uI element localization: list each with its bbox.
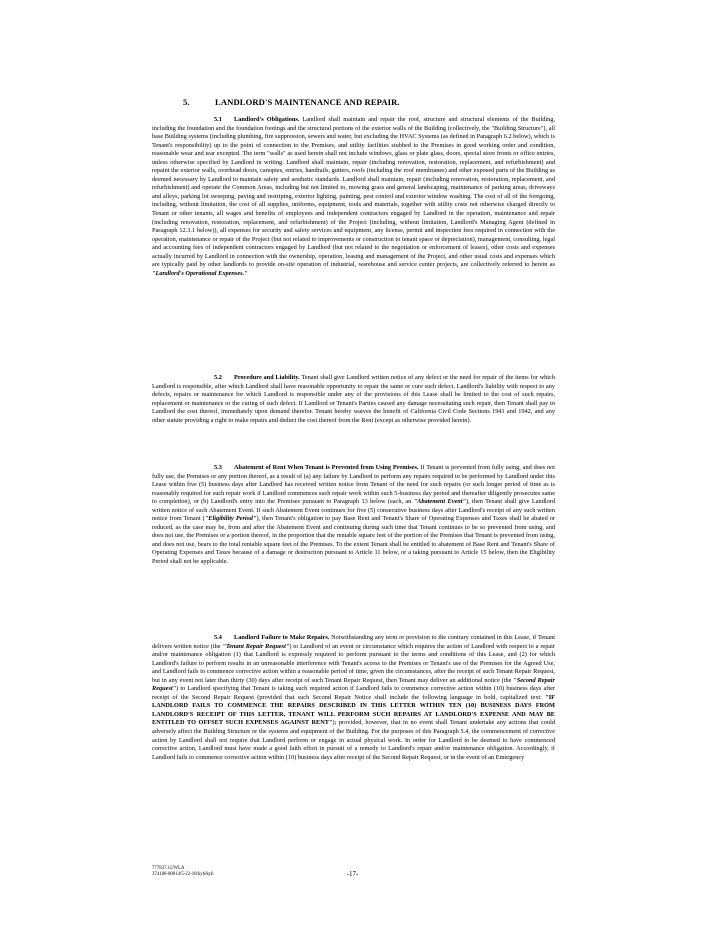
paragraph-body: ) to Landlord specifying that Tenant is taking such required action if Landlord fails to commence corrective action within (10) business days after receipt of the Second Repair Request (provided that such Second Repair Notice shall include the following language in bold, capitalized text: bbox=[152, 685, 555, 701]
defined-term: "Abatement Event" bbox=[413, 498, 467, 506]
paragraph-title: Procedure and Liability. bbox=[234, 374, 300, 381]
paragraph-body: ) to Landlord of an event or circumstance which requires the action of Landlord with respect to a repair and/or maintenance obligation (1) that Landlord is expressly required to perform pursuant to the terms and conditions of this Lease, and (2) for which Landlord's failure to perform results in an unreasonable interference with Tenant's access to the Premises or Tenant's use of the Premises for the Agreed Use, and Landlord fails to commence corrective action within a reasonable period of time, given the circumstances, after the receipt of such Tenant Repair Request, but in any event not later than thirty (30) days after receipt of such Tenant Repair Request, then Tenant may deliver an additional notice (the bbox=[152, 642, 555, 684]
paragraph-title: Landlord Failure to Make Repairs. bbox=[234, 634, 330, 641]
paragraph-5-1 bbox=[152, 116, 555, 278]
section-heading bbox=[183, 97, 400, 107]
defined-term: "Tenant Repair Request" bbox=[222, 642, 290, 650]
footer-doc-id-line-1: 777837.11/WLA bbox=[152, 866, 185, 871]
defined-term: "Landlord's Operational Expenses." bbox=[152, 269, 248, 277]
paragraph-body: ), then Tenant's obligation to pay Base Rent and Tenant's Share of Operating Expenses and Taxes shall be abated or reduced, as the case may be, from and after the Abatement Event and continuing during such time that Tenant continues to be so prevented from using, and does not use, the Premises or a portion thereof, in the proportion that the rentable square feet of the portion of the Premises that Tenant is prevented from using, and does not use, bears to the total rentable square feet of the Premises. To the extent Tenant shall be entitled to abatement of Base Rent and Tenant's Share of Operating Expenses and Taxes because of a damage or destruction pursuant to Article 11 below, or a taking pursuant to Article 15 below, then the Eligibility Period shall not be applicable. bbox=[152, 515, 555, 566]
paragraph-body: If Tenant is prevented from fully using, and does not fully use, the Premises or any portion thereof, as a result of (a) any failure by Landlord to perform any repairs required to be performed by Landlord under this Lease within five (5) business days after Landlord has received written notice from Tenant of the need for such repairs (or such longer period of time as is reasonably required for such repair work if Landlord commences such repair work within such 5-business day period and thereafter diligently prosecutes same to completion), or (b) Landlord's entry into the Premises pursuant to Paragraph 13 below (each, an bbox=[152, 464, 555, 506]
paragraph-body: Tenant shall give Landlord written notice of any defect or the need for repair of the items for which Landlord is responsible, after which Landlord shall have reasonable opportunity to repair the same or cure such defect. Landlord's liability with respect to any defects, repairs or maintenance for which Landlord is responsible under any of the provisions of this Lease shall be limited to the cost of such repairs, replacement or maintenance or the curing of such defect. If Landlord or Tenant's Parties caused any damage necessitating such repair, then Tenant shall pay to Landlord the cost thereof, immediately upon demand therefor. Tenant hereby waives the benefit of California Civil Code Sections 1941 and 1942, and any other statute providing a right to make repairs and deduct the cost thereof from the Rent (except as otherwise provided herein). bbox=[152, 374, 555, 424]
paragraph-title: Landlord's Obligations. bbox=[234, 116, 300, 123]
paragraph-5-2 bbox=[152, 374, 555, 425]
paragraph-body: Landlord shall maintain and repair the roof, structure and structural elements of the Building, including the foundation and the foundation footings and the structural portions of the exterior walls of the Building (collectively, the "Building Structure"), all base Building systems (including plumbing, fire suppression, sewers and water, but excluding the HVAC Systems (as defined in Paragraph 6.2 below), which is Tenant's responsibility) up to the point of connection to the Premises, and utility facilities stubbed to the Premises in good working order and condition, reasonable wear and tear excepted. The term "walls" as used herein shall not include windows, glass or plate glass, doors, special store fronts or office entries, unless otherwise specified by Landlord in writing. Landlord shall maintain, repair (including renovation, restoration, replacement, and refurbishment) and repaint the exterior walls, overhead doors, canopies, entries, handrails, gutters, roofs (including the roof membranes) and other exposed parts of the Building as deemed necessary by Landlord to maintain safety and aesthetic standards. Landlord shall maintain, repair (including renovation, restoration, replacement, and refurbishment) and operate the Common Areas, including but not limited to, mowing grass and general landscaping, maintenance of parking areas, driveways and alleys, parking lot sweeping, paving and restriping, exterior lighting, painting, pest control and exterior window washing. The cost of all of the foregoing, including, without limitation, the cost of all supplies, uniforms, equipment, tools and materials, together with utility costs not otherwise charged directly to Tenant or other tenants, all wages and benefits of employees and independent contractors engaged by Landlord in the operation, maintenance and repair (including renovation, restoration, replacement, and refurbishment) of the Project (including, without limitation, Landlord's Managing Agent (defined in Paragraph 12.3.1 below)), all expenses for security and safety services and equipment, any license, permit and inspection fees required in connection with the operation, maintenance or repair of the Project (but not related to improvements or construction to tenant space or depreciation), management, consulting, legal and accounting fees of independent contractors engaged by Landlord (but not related to the negotiation or enforcement of leases), other costs and expenses actually incurred by Landlord in connection with the ownership, operation, leasing and management of the Project, and other usual costs and expenses which are typically paid by other landlords to provide on-site operation of industrial, warehouse and service center projects, are collectively referred to herein as bbox=[152, 116, 556, 269]
defined-term: "Second Repair Request" bbox=[152, 676, 556, 693]
paragraph-body: ), then Tenant shall give Landlord written notice of such Abatement Event. If such Abatement Event continues for five (5) consecutive business days after Landlord's receipt of any such written notice from Tenant ( bbox=[152, 498, 555, 523]
paragraph-body: ); provided, however, that in no event shall Tenant undertake any actions that could adversely affect the Building Structure or the systems and equipment of the Building. For the purposes of this Paragraph 5.4, the commencement of corrective action by Landlord shall not require that Landlord perform or engage in actual physical work. In order for Landlord to be deemed to have commenced corrective action, Landlord must have made a good faith effort in pursuit of a remedy to Landlord's repair and/or maintenance obligation. Accordingly, if Landlord fails to commence corrective action within (10) business days after receipt of the Second Repair Request, or in the event of an Emergency bbox=[152, 719, 555, 761]
heading-number: 5. bbox=[183, 97, 190, 107]
heading-title: LANDLORD'S MAINTENANCE AND REPAIR. bbox=[215, 97, 400, 107]
paragraph-title: Abatement of Rent When Tenant is Prevented from Using Premises. bbox=[234, 464, 419, 471]
page-number: -17- bbox=[346, 870, 359, 878]
paragraph-body: Notwithstanding any term or provision to the contrary contained in this Lease, if Tenant delivers written notice (the bbox=[152, 634, 555, 650]
paragraph-number: 5.3 bbox=[214, 464, 222, 471]
paragraph-5-3 bbox=[152, 464, 555, 567]
paragraph-number: 5.4 bbox=[214, 634, 222, 641]
paragraph-5-4 bbox=[152, 634, 555, 762]
defined-term: "Eligibility Period" bbox=[204, 515, 257, 523]
paragraph-number: 5.2 bbox=[214, 374, 222, 381]
paragraph-number: 5.1 bbox=[214, 116, 222, 123]
required-notice-text: "IF LANDLORD FAILS TO COMMENCE THE REPAIRS DESCRIBED IN THIS LETTER WITHIN TEN (10) BUSINESS DAYS FROM LANDLORD'S RECEIPT OF THIS LETTER, TENANT WILL PERFORM SUCH REPAIRS AT LANDLORD'S EXPENSE AND MAY BE ENTITLED TO OFFSET SUCH EXPENSES AGAINST RENT" bbox=[152, 693, 555, 727]
footer-doc-id-line-2: 374186-00014/5-22-18/kyh/kyh bbox=[152, 872, 214, 877]
